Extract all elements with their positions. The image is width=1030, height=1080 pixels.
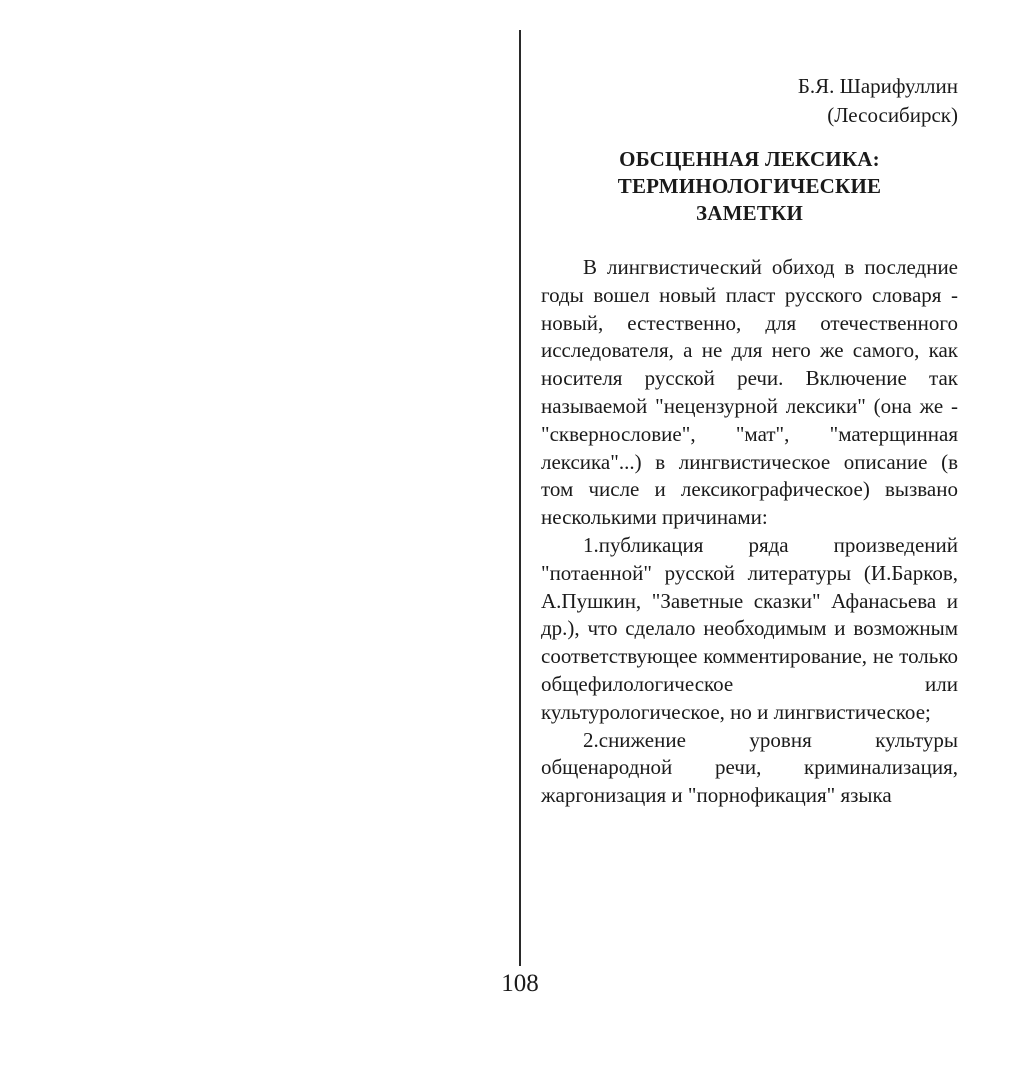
page-divider [519,30,521,966]
article-body [541,254,958,810]
title-line-1: ОБСЦЕННАЯ ЛЕКСИКА: [619,147,880,171]
text-column [541,72,958,810]
title-line-2: ТЕРМИНОЛОГИЧЕСКИЕ [617,174,882,198]
author-name: Б.Я. Шарифуллин [797,74,958,98]
page-number: 108 [501,970,539,997]
paragraph-intro: В лингвистический обиход в последние годы вошел новый пласт русского словаря - новый, естественно, для отечественного исследователя, а не для него же самого, как носителя русской речи. Включение так называемой "нецензурной лексики" (она же - "сквернословие", "мат", "матерщинная лексика"...) в лингвистическое описание (в том числе и лексикографическое) вызвано несколькими причинами: [541,255,958,530]
author-city: (Лесосибирск) [827,103,958,127]
title-line-3: ЗАМЕТКИ [695,201,804,225]
article-title [541,146,958,227]
paragraph-reason-1: 1.публикация ряда произведений "потаенной" русской литературы (И.Барков, А.Пушкин, "Заветные сказки" Афанасьева и др.), что сделало необходимым и возможным соответствующее комментирование, не только общефилологическое или культурологическое, но и лингвистическое; [541,532,958,724]
author-block [541,72,958,130]
paragraph-reason-2: 2.снижение уровня культуры общенародной речи, криминализация, жаргонизация и "порнофикация" языка [541,727,958,808]
